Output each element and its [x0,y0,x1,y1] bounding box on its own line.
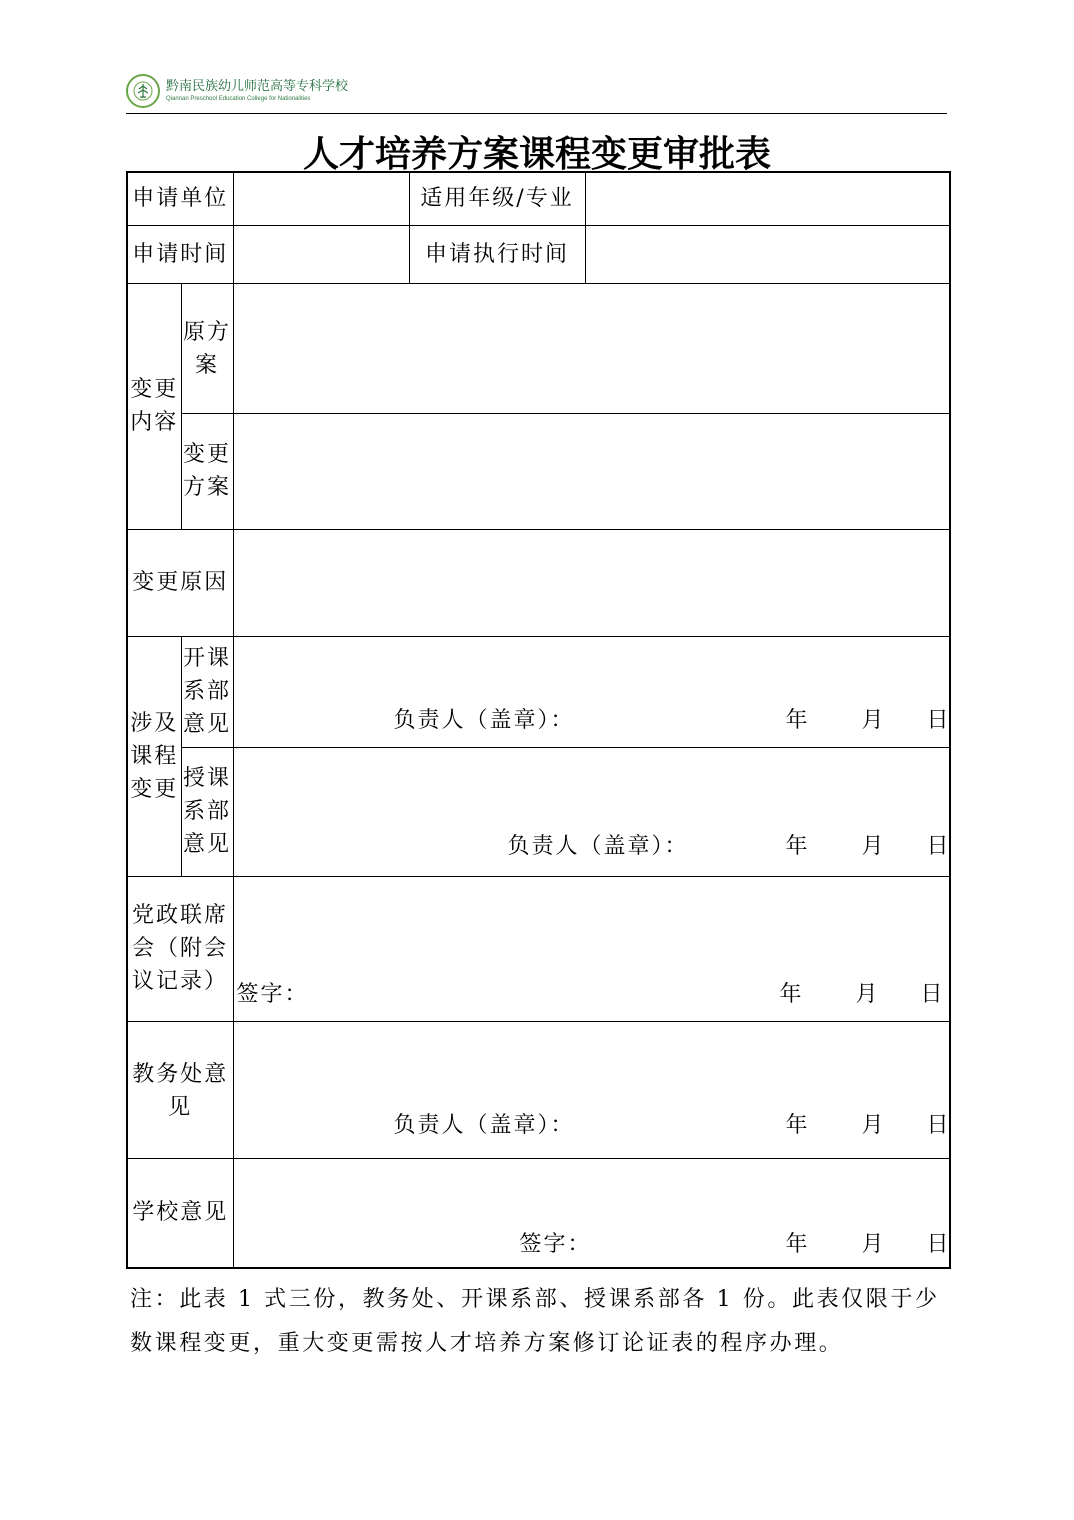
school-year: 年 [785,1232,810,1257]
school-logo [126,74,348,108]
change-reason-field[interactable] [233,529,950,636]
school-signature-label: 签字： [519,1232,592,1257]
form-row-school [127,1158,950,1268]
academic-office-seal-label: 负责人（盖章）： [393,1112,575,1138]
offering-dept-seal-label: 负责人（盖章）： [393,707,575,733]
change-content-label: 变更内容 [127,283,181,529]
form-row-change-reason [127,529,950,636]
school-name-en: Qiannan Preschool Education College for Nationalities [166,96,311,102]
academic-office-label: 教务处意见 [127,1021,233,1158]
school-month: 月 [861,1232,886,1257]
form-row-original-plan [127,283,950,413]
school-name-cn: 黔南民族幼儿师范高等专科学校 [166,79,349,94]
form-row-apply-time [127,225,950,283]
offering-dept-field[interactable] [233,636,950,747]
party-meeting-field[interactable] [233,876,950,1021]
offering-dept-day: 日 [926,707,951,733]
original-plan-field[interactable] [233,283,950,413]
apply-unit-field[interactable] [233,172,409,225]
form-row-party-meeting [127,876,950,1021]
form-row-academic-office [127,1021,950,1158]
offering-dept-month: 月 [861,707,886,733]
academic-office-field[interactable] [233,1021,950,1158]
school-day: 日 [926,1232,951,1257]
academic-office-month: 月 [861,1112,886,1138]
teaching-dept-day: 日 [926,833,951,859]
school-opinion-field[interactable] [233,1158,950,1268]
academic-office-year: 年 [785,1112,810,1138]
exec-time-label: 申请执行时间 [409,225,585,283]
page-title: 人才培养方案课程变更审批表 [302,133,771,175]
changed-plan-label: 变更方案 [181,413,233,529]
header-rule [126,113,947,114]
exec-time-field[interactable] [585,225,950,283]
party-meeting-label: 党政联席会（附会议记录） [127,876,233,1021]
offering-dept-label: 开课系部意见 [181,636,233,747]
grade-major-label: 适用年级/专业 [409,172,585,225]
school-seal-icon [126,74,160,108]
party-meeting-month: 月 [855,981,880,1007]
teaching-dept-month: 月 [861,833,886,859]
footnote: 注：此表 1 式三份，教务处、开课系部、授课系部各 1 份。此表仅限于少数课程变更，重大变更需按人才培养方案修订论证表的程序办理。 [130,1287,940,1356]
school-opinion-label: 学校意见 [127,1158,233,1268]
party-meeting-year: 年 [779,981,804,1007]
change-reason-label: 变更原因 [127,529,233,636]
involved-course-change-label: 涉及课程变更 [127,636,181,876]
approval-form-table [126,171,951,1269]
teaching-dept-label: 授课系部意见 [181,747,233,876]
grade-major-field[interactable] [585,172,950,225]
apply-time-label: 申请时间 [127,225,233,283]
form-row-changed-plan [127,413,950,529]
form-row-offering-dept [127,636,950,747]
teaching-dept-seal-label: 负责人（盖章）： [507,833,689,859]
original-plan-label: 原方案 [181,283,233,413]
form-row-apply-unit [127,172,950,225]
offering-dept-year: 年 [785,707,810,733]
apply-unit-label: 申请单位 [127,172,233,225]
academic-office-day: 日 [926,1112,951,1138]
apply-time-field[interactable] [233,225,409,283]
party-meeting-day: 日 [920,981,945,1007]
changed-plan-field[interactable] [233,413,950,529]
form-row-teaching-dept [127,747,950,876]
teaching-dept-year: 年 [785,833,810,859]
party-meeting-signature-label: 签字： [236,981,309,1007]
teaching-dept-field[interactable] [233,747,950,876]
